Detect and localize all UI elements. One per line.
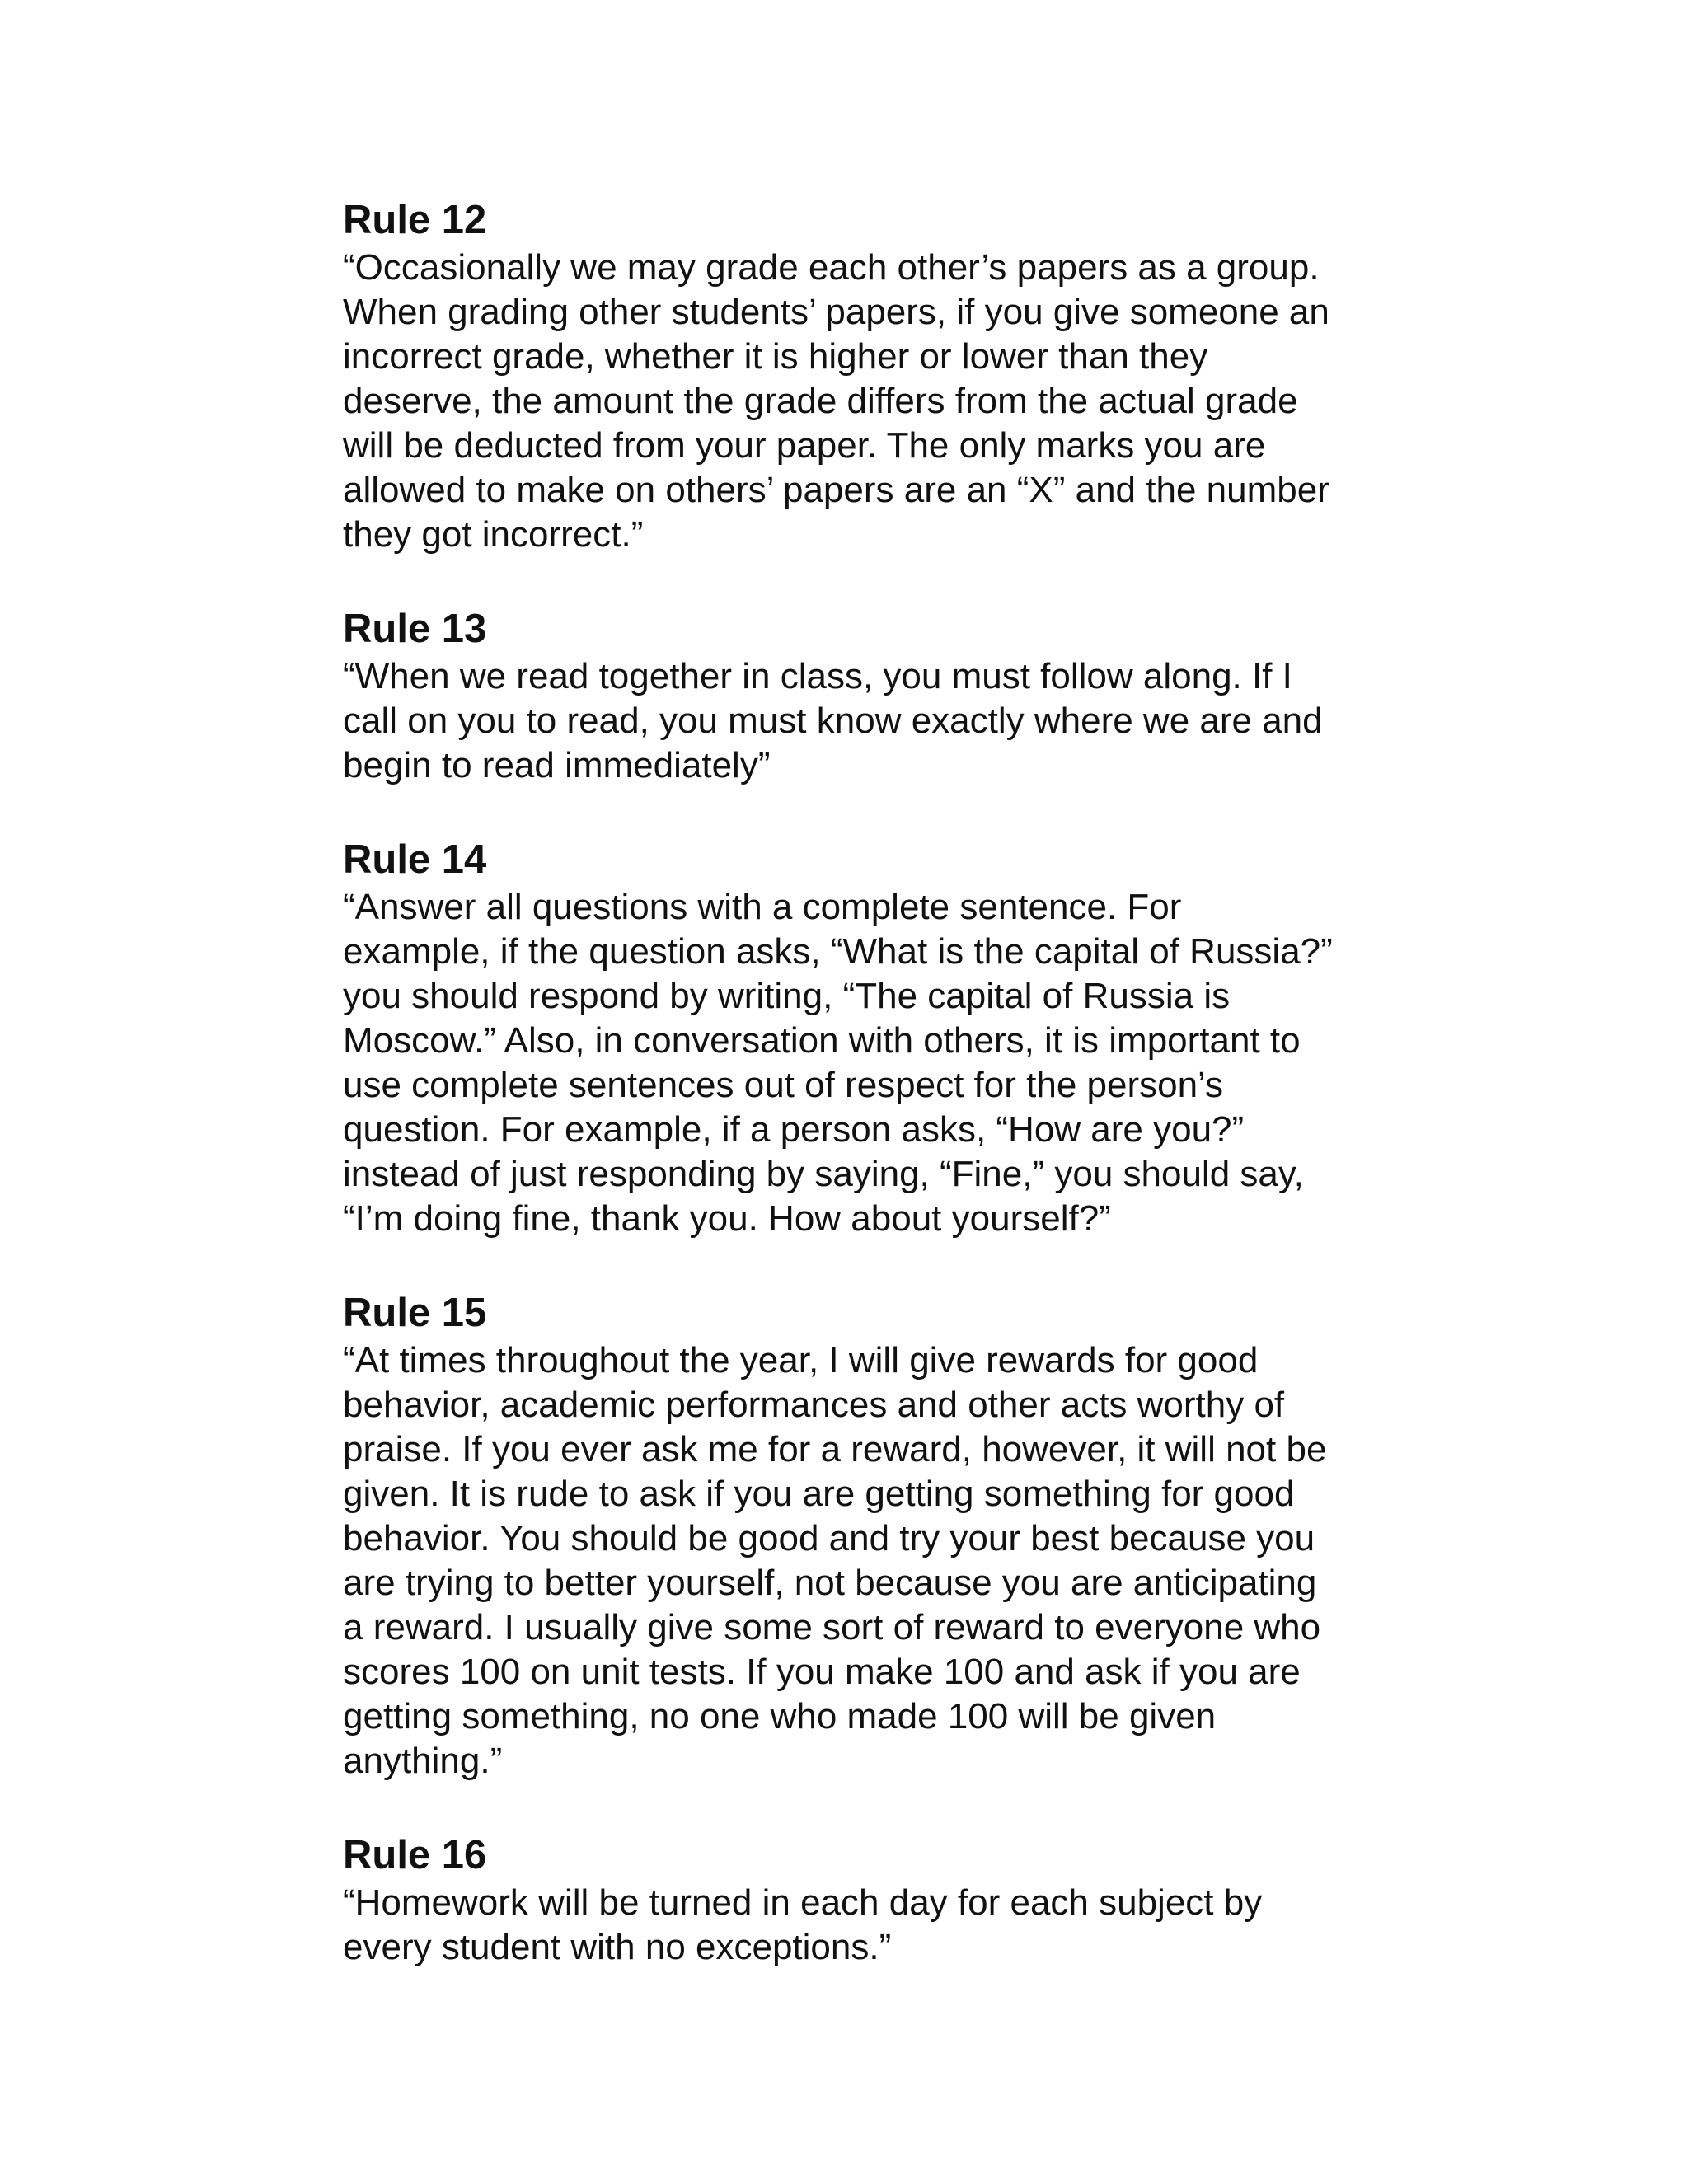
rule-13-text: “When we read together in class, you must follow along. If I call on you to read, you must know exactly where we are and begin to read immediately” — [343, 656, 1323, 785]
rule-12-heading: Rule 12 — [343, 198, 487, 242]
rule-16-heading: Rule 16 — [343, 1833, 487, 1877]
rule-15-text: “At times throughout the year, I will give rewards for good behavior, academic performances and other acts worthy of praise. If you ever ask me for a reward, however, it will not be given. It is rude to ask if you are getting something for good behavior. You should be good and try your best because you are trying to better yourself, not because you are anticipating a reward. I usually give some sort of reward to everyone who scores 100 on unit tests. If you make 100 and ask if you are getting something, no one who made 100 will be given anything.” — [343, 1340, 1327, 1781]
rule-16-text: “Homework will be turned in each day for each subject by every student with no exceptions.” — [343, 1882, 1263, 1967]
document-page — [343, 194, 1414, 1970]
rule-13-heading: Rule 13 — [343, 607, 487, 651]
rule-14-heading: Rule 14 — [343, 837, 487, 882]
rule-13-section — [343, 603, 1414, 788]
rule-14-text: “Answer all questions with a complete sentence. For example, if the question asks, “What is the capital of Russia?” you should respond by writing, “The capital of Russia is Moscow.” Also, in conversation with others, it is important to use complete sentences out of respect for the person’s question. For example, if a person asks, “How are you?” instead of just responding by saying, “Fine,” you should say, “I’m doing fine, thank you. How about yourself?” — [343, 887, 1333, 1239]
rule-14-section — [343, 834, 1414, 1241]
rule-12-section — [343, 194, 1414, 557]
rule-15-heading: Rule 15 — [343, 1291, 487, 1335]
rule-12-text: “Occasionally we may grade each other’s papers as a group. When grading other students’ papers, if you give someone an incorrect grade, whether it is higher or lower than they deserve, the amount the grade differs from the actual grade will be deducted from your paper. The only marks you are allowed to make on others’ papers are an “X” and the number they got incorrect.” — [343, 247, 1329, 555]
rule-16-section — [343, 1830, 1414, 1970]
rule-15-section — [343, 1287, 1414, 1783]
